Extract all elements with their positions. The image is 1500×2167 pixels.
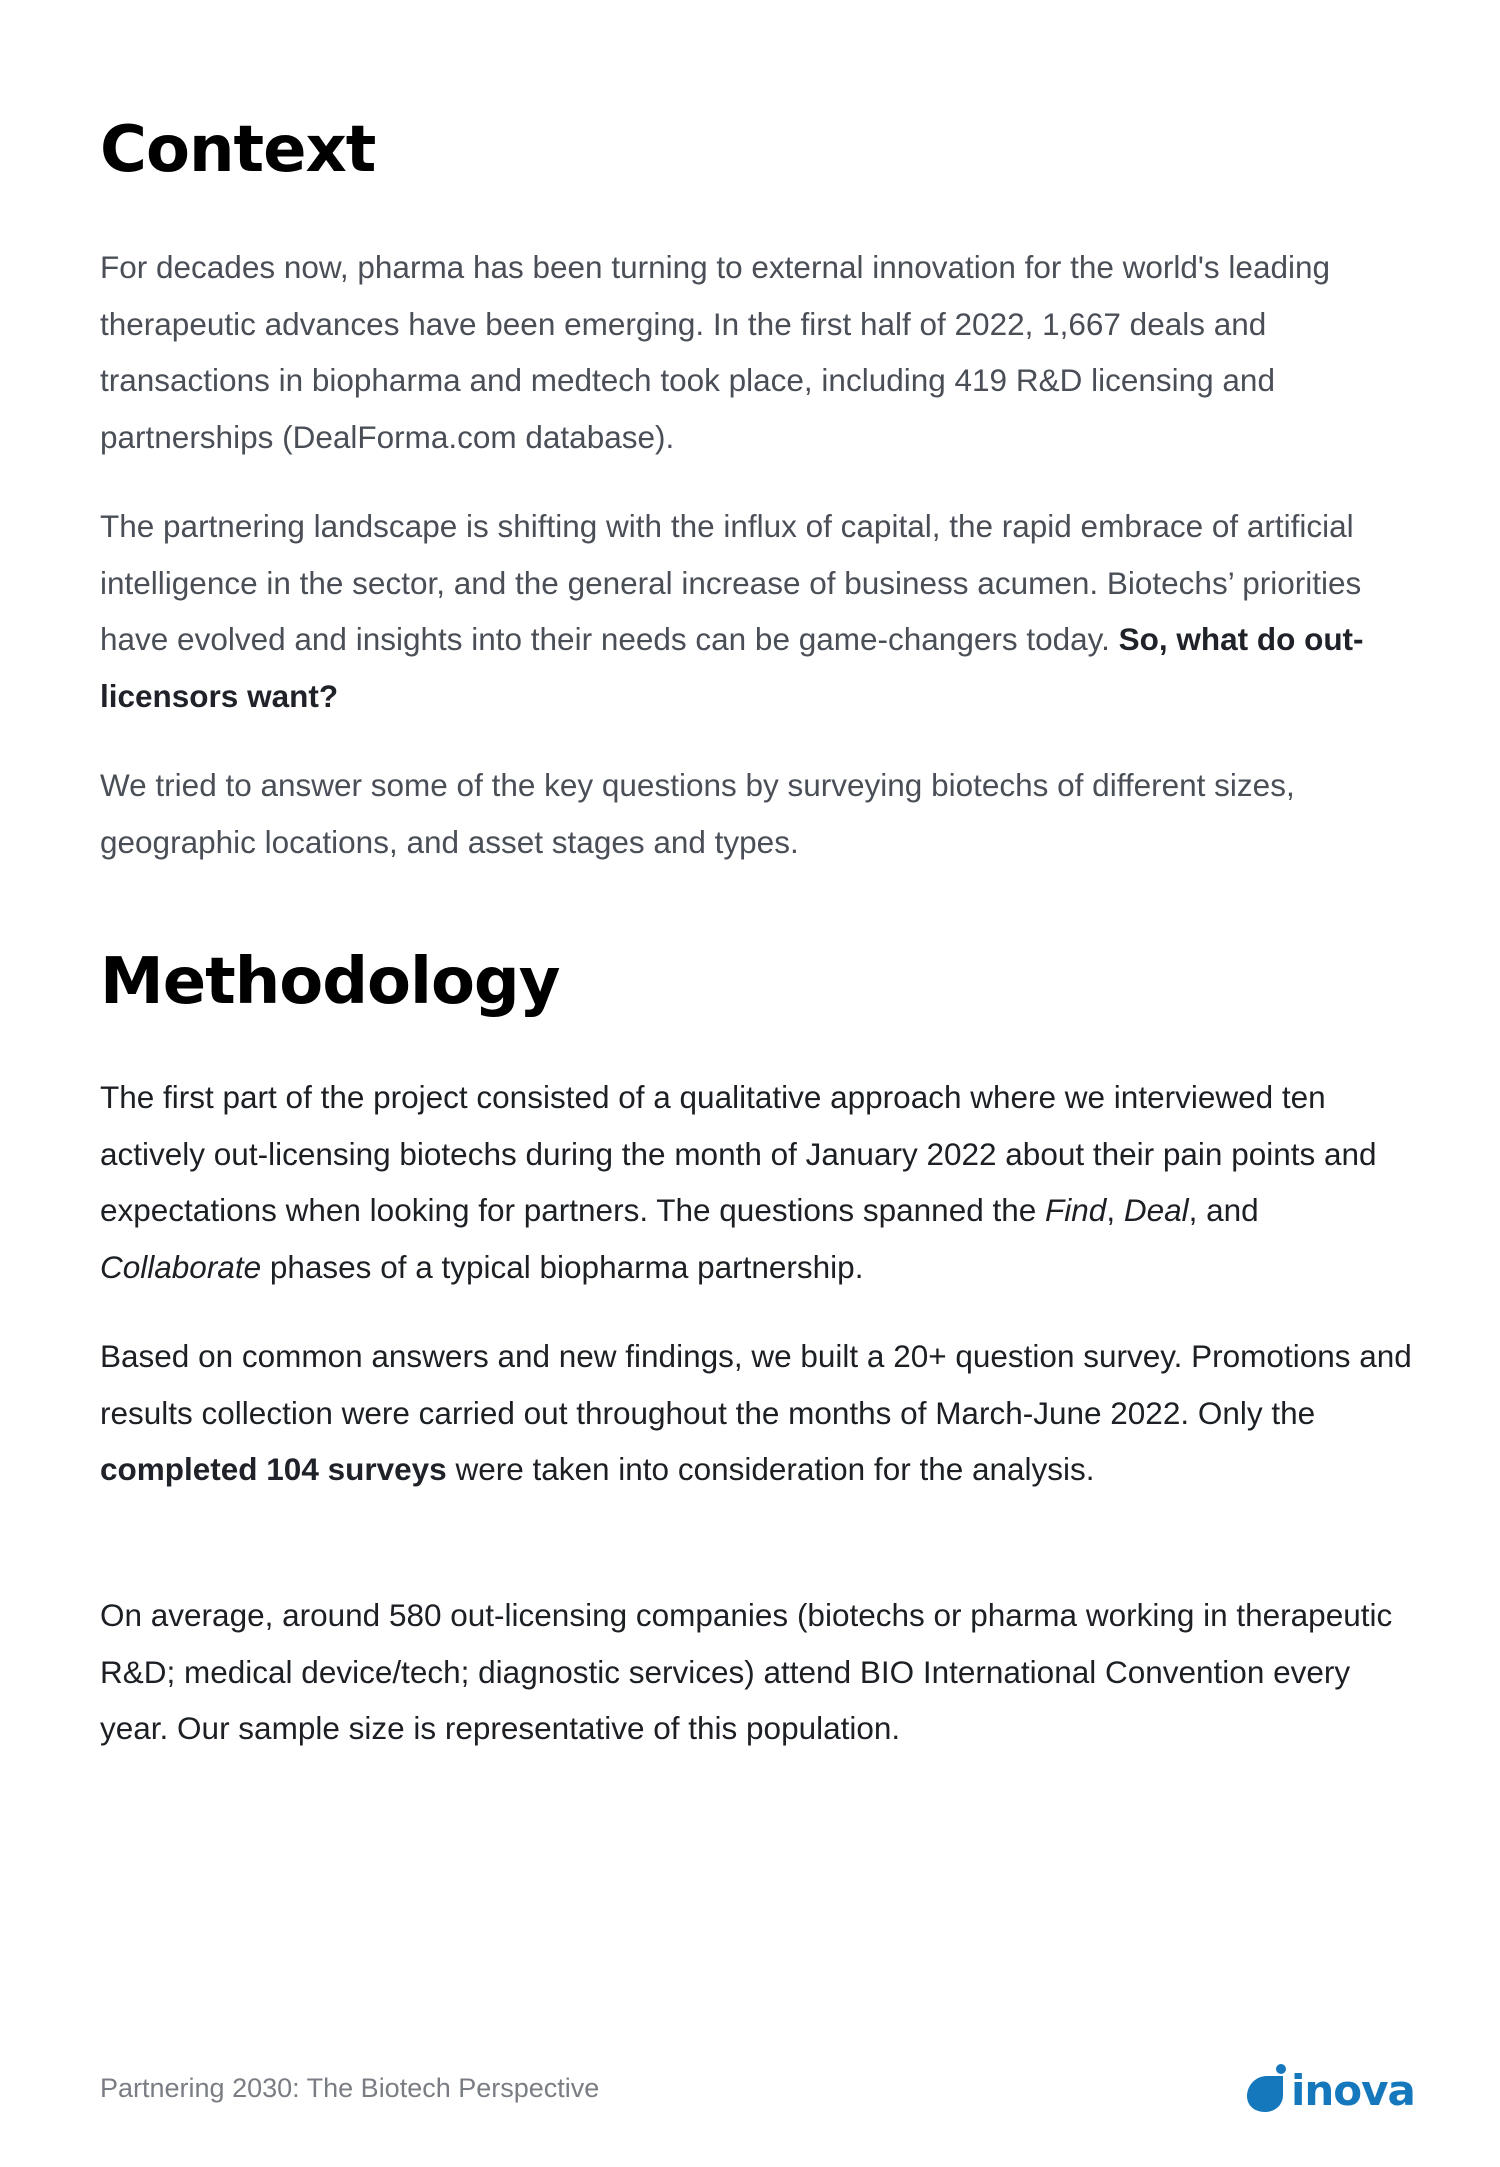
methodology-paragraph-1 <box>100 1069 1420 1295</box>
inova-drop-icon <box>1245 2062 1289 2114</box>
methodology-paragraph-1-text-b: phases of a typical biopharma partnership. <box>261 1248 864 1285</box>
methodology-paragraph-2-highlight: completed 104 surveys <box>100 1451 447 1487</box>
methodology-paragraph-2-text-b: were taken into consideration for the analysis. <box>446 1451 1095 1487</box>
phase-deal: Deal <box>1123 1192 1189 1228</box>
phase-find: Find <box>1045 1192 1107 1228</box>
context-heading: Context <box>100 113 376 187</box>
context-paragraph-2-question: So, what do out-licensors want? <box>100 621 1364 714</box>
methodology-paragraph-3: On average, around 580 out-licensing companies (biotechs or pharma working in therapeutic R&D; medical device/tech; diagnostic services) attend BIO International Convention every year. Our sample size is representative of this population. <box>100 1597 1393 1746</box>
phase-collaborate: Collaborate <box>100 1248 262 1285</box>
methodology-paragraph-2-text-a: Based on common answers and new findings, we built a 20+ question survey. Promotions and results collection were carried out throughout the months of March-June 2022. Only the <box>100 1338 1412 1431</box>
inova-logo <box>1245 2058 1415 2118</box>
footer-document-title: Partnering 2030: The Biotech Perspective <box>100 2073 600 2103</box>
methodology-paragraph-1-text-a: The first part of the project consisted of a qualitative approach where we interviewed ten actively out-licensing biotechs during the month of January 2022 about their pain points and expectations when looking for partners. The questions spanned the <box>100 1079 1377 1228</box>
methodology-heading: Methodology <box>100 945 560 1019</box>
methodology-paragraph-2 <box>100 1328 1420 1498</box>
context-paragraph-1: For decades now, pharma has been turning to external innovation for the world's leading therapeutic advances have been emerging. In the first half of 2022, 1,667 deals and transactions in biopharma and medtech took place, including 419 R&D licensing and partnerships (DealForma.com database). <box>100 249 1331 455</box>
context-paragraph-2 <box>100 498 1420 724</box>
context-paragraph-3: We tried to answer some of the key questions by surveying biotechs of different sizes, geographic locations, and asset stages and types. <box>100 767 1295 860</box>
context-paragraph-2-text: The partnering landscape is shifting with the influx of capital, the rapid embrace of artificial intelligence in the sector, and the general increase of business acumen. Biotechs’ priorities have evolved and insights into their needs can be game-changers today. <box>100 508 1362 657</box>
phase-separator-2: , and <box>1188 1192 1259 1228</box>
phase-separator-1: , <box>1106 1192 1124 1228</box>
inova-logo-wordmark: inova <box>1291 2066 1415 2115</box>
